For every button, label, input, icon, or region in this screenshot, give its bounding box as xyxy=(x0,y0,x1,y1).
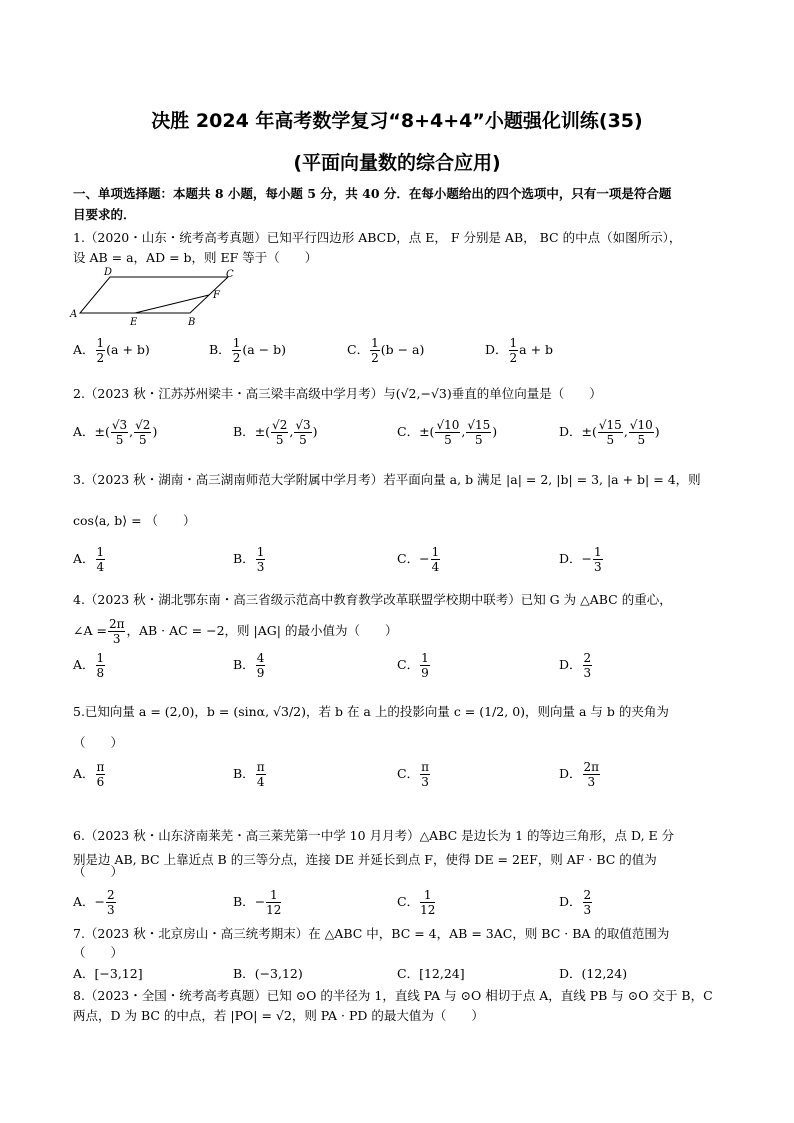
q7-option-d[interactable]: D．(12,24) xyxy=(559,966,628,981)
q3-stem-line2: cos⟨a, b⟩ = （ ） xyxy=(73,513,196,528)
q4-stem-line1: 4.（2023 秋・湖北鄂东南・高三省级示范高中教育教学改革联盟学校期中联考）已知 G 为 △ABC 的重心， xyxy=(73,592,672,607)
q6-stem-line2: 别是边 AB, BC 上靠近点 B 的三等分点，连接 DE 并延长到点 F，使得 DE = 2EF，则 AF · BC 的值为 xyxy=(73,852,657,867)
point-b-label: B xyxy=(188,317,196,328)
q6-option-d[interactable]: D． $\frac{2}{3}$ xyxy=(559,888,592,917)
q8-stem-line2: 两点，D 为 BC 的中点，若 |PO| = √2，则 PA · PD 的最大值为（ ） xyxy=(73,1008,484,1023)
q3-option-b[interactable]: B． $\frac{1}{3}$ xyxy=(233,545,265,574)
q7-option-c[interactable]: C．[12,24] xyxy=(397,966,465,981)
q5-stem-line1: 5.已知向量 a = (2,0)，b = (sinα, √3/2)，若 b 在 a 上的投影向量 c = (1/2, 0)，则向量 a 与 b 的夹角为 xyxy=(73,704,669,719)
q5-option-d[interactable]: D． $\frac{2\pi}{3}$ xyxy=(559,760,600,789)
section-header-line2: 目要求的． xyxy=(73,207,136,222)
q2-option-a[interactable]: A．±( $\frac{√3}{5}$ , $\frac{√2}{5}$ ) xyxy=(73,418,158,447)
segment-ef xyxy=(135,295,209,313)
q1-stem-line2: 设 AB = a，AD = b，则 EF 等于（ ） xyxy=(73,250,318,265)
q4-stem-line2: ∠A = $\frac{2\pi}{3}$ ，AB · AC = −2，则 |AG| 的最小值为（ ） xyxy=(73,617,398,646)
q6-option-a[interactable]: A．− $\frac{2}{3}$ xyxy=(73,888,115,917)
point-a-label: A xyxy=(70,309,78,320)
q5-option-a[interactable]: A． $\frac{\pi}{6}$ xyxy=(73,760,105,789)
q3-stem-line1: 3.（2023 秋・湖南・高三湖南师范大学附属中学月考）若平面向量 a, b 满足 |a| = 2, |b| = 3, |a + b| = 4，则 xyxy=(73,472,701,487)
q3-option-d[interactable]: D．− $\frac{1}{3}$ xyxy=(559,545,602,574)
q5-stem-line2: （ ） xyxy=(73,735,124,750)
point-c-label: C xyxy=(226,269,234,280)
parallelogram-abcd xyxy=(80,277,228,313)
q5-option-b[interactable]: B． $\frac{\pi}{4}$ xyxy=(233,760,265,789)
q2-option-b[interactable]: B．±( $\frac{√2}{5}$ , $\frac{√3}{5}$ ) xyxy=(233,418,318,447)
q1-option-c[interactable]: C． $\frac{1}{2}$ (b − a) xyxy=(347,336,425,365)
q2-option-c[interactable]: C．±( $\frac{√10}{5}$ , $\frac{√15}{5}$ ) xyxy=(397,418,498,447)
q7-option-a[interactable]: A．[−3,12] xyxy=(73,966,143,981)
q4-option-c[interactable]: C． $\frac{1}{9}$ xyxy=(397,651,429,680)
q6-stem-line1: 6.（2023 秋・山东济南莱芜・高三莱芜第一中学 10 月月考）△ABC 是边长为 1 的等边三角形，点 D, E 分 xyxy=(73,828,675,843)
q7-stem-line2: （ ） xyxy=(73,945,124,960)
q1-stem-line1: 1.（2020・山东・统考高考真题）已知平行四边形 ABCD，点 E， F 分别是 AB， BC 的中点（如图所示）， xyxy=(73,230,682,245)
q5-option-c[interactable]: C． $\frac{\pi}{3}$ xyxy=(397,760,429,789)
q4-option-a[interactable]: A． $\frac{1}{8}$ xyxy=(73,651,105,680)
q6-option-b[interactable]: B．− $\frac{1}{12}$ xyxy=(233,888,282,917)
q2-option-d[interactable]: D．±( $\frac{√15}{5}$ , $\frac{√10}{5}$ ) xyxy=(559,418,660,447)
point-e-label: E xyxy=(130,317,138,328)
section-header-line1: 一、单项选择题：本题共 8 小题，每小题 5 分，共 40 分．在每小题给出的四个选项中，只有一项是符合题 xyxy=(73,186,672,201)
q8-stem-line1: 8.（2023・全国・统考高考真题）已知 ⊙O 的半径为 1，直线 PA 与 ⊙O 相切于点 A，直线 PB 与 ⊙O 交于 B，C xyxy=(73,988,713,1003)
q7-option-b[interactable]: B．(−3,12) xyxy=(233,966,303,981)
q1-option-b[interactable]: B． $\frac{1}{2}$ (a − b) xyxy=(209,336,286,365)
q7-stem-line1: 7.（2023 秋・北京房山・高三统考期末）在 △ABC 中，BC = 4，AB = 3AC，则 BC · BA 的取值范围为 xyxy=(73,926,670,941)
q4-option-d[interactable]: D． $\frac{2}{3}$ xyxy=(559,651,592,680)
q1-option-a[interactable]: A． $\frac{1}{2}$ (a + b) xyxy=(73,336,150,365)
page-title: 决胜 2024 年高考数学复习“8+4+4”小题强化训练(35) xyxy=(151,110,643,132)
point-d-label: D xyxy=(104,267,113,278)
q1-option-d[interactable]: D． $\frac{1}{2}$ a + b xyxy=(485,336,554,365)
q6-stem-line3: （ ） xyxy=(73,864,124,879)
parallelogram-diagram xyxy=(68,265,248,329)
q4-option-b[interactable]: B． $\frac{4}{9}$ xyxy=(233,651,265,680)
q3-option-a[interactable]: A． $\frac{1}{4}$ xyxy=(73,545,105,574)
page-subtitle: (平面向量数的综合应用) xyxy=(293,152,501,174)
q3-option-c[interactable]: C．− $\frac{1}{4}$ xyxy=(397,545,440,574)
point-f-label: F xyxy=(213,290,220,301)
q6-option-c[interactable]: C． $\frac{1}{12}$ xyxy=(397,888,436,917)
q2-stem-line1: 2.（2023 秋・江苏苏州梁丰・高三梁丰高级中学月考）与(√2,−√3)垂直的单位向量是（ ） xyxy=(73,386,602,401)
